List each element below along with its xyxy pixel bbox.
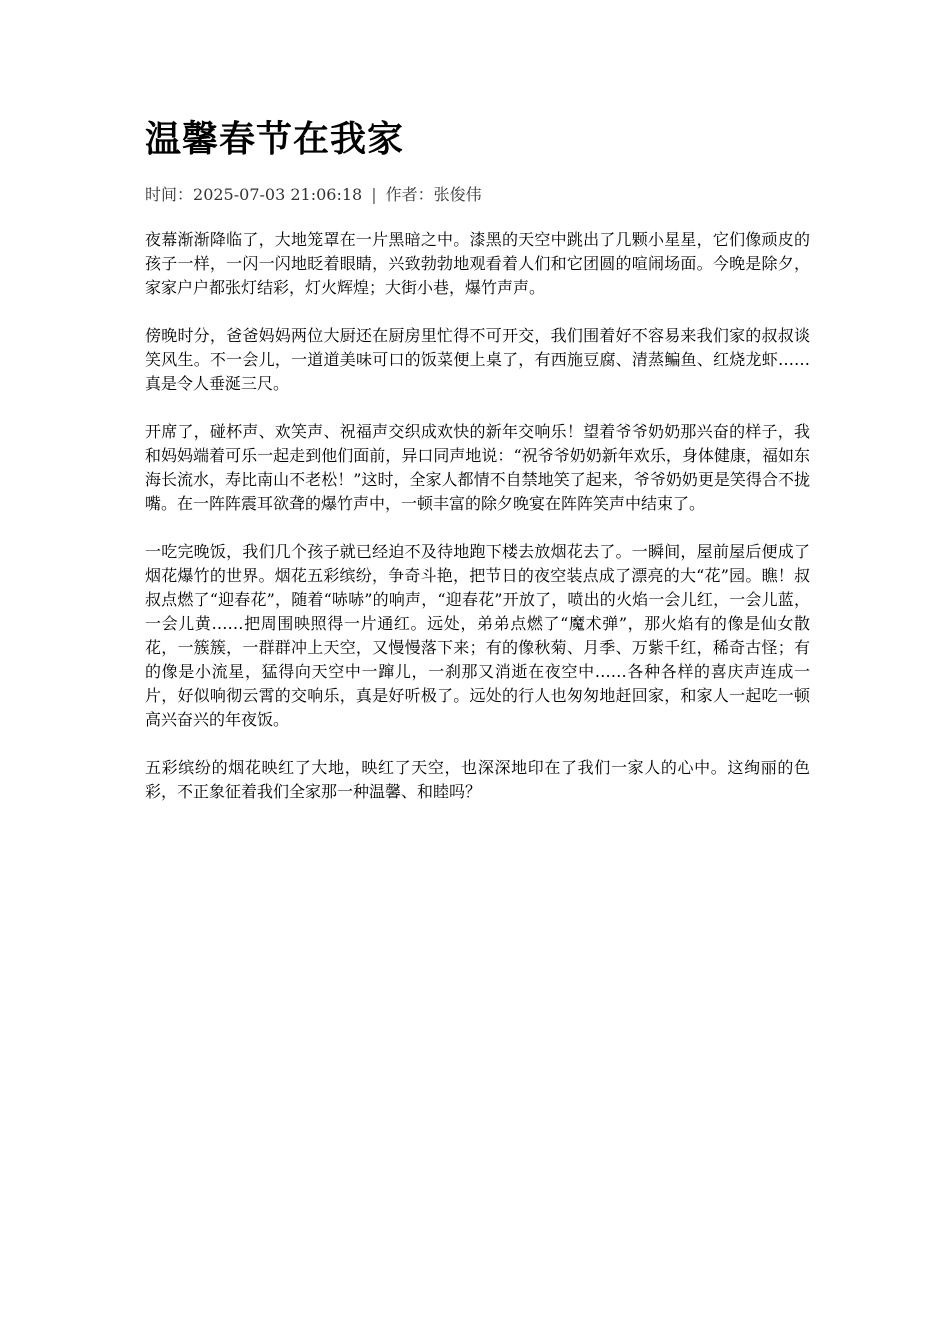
article-meta xyxy=(145,184,810,206)
article-title: 温馨春节在我家 xyxy=(145,119,405,160)
time-label: 时间： xyxy=(145,185,194,204)
paragraph: 开席了，碰杯声、欢笑声、祝福声交织成欢快的新年交响乐！望着爷爷奶奶那兴奋的样子，我和妈妈端着可乐一起走到他们面前，异口同声地说：“祝爷爷奶奶新年欢乐，身体健康，福如东海长流水，寿比南山不老松！”这时，全家人都情不自禁地笑了起来，爷爷奶奶更是笑得合不拢嘴。在一阵阵震耳欲聋的爆竹声中，一顿丰富的除夕晚宴在阵阵笑声中结束了。 xyxy=(145,422,810,513)
author-value: 张俊伟 xyxy=(433,185,482,204)
paragraph: 五彩缤纷的烟花映红了大地，映红了天空，也深深地印在了我们一家人的心中。这绚丽的色彩，不正象征着我们全家那一种温馨、和睦吗？ xyxy=(145,758,810,801)
author-label: 作者： xyxy=(385,185,434,204)
meta-separator: | xyxy=(371,185,377,204)
paragraph: 夜幕渐渐降临了，大地笼罩在一片黑暗之中。漆黑的天空中跳出了几颗小星星，它们像顽皮的孩子一样，一闪一闪地眨着眼睛，兴致勃勃地观看着人们和它团圆的喧闹场面。今晚是除夕，家家户户都张灯结彩，灯火辉煌；大街小巷，爆竹声声。 xyxy=(145,230,810,297)
article-body xyxy=(145,228,810,804)
time-value: 2025-07-03 21:06:18 xyxy=(193,185,363,204)
article xyxy=(145,116,810,828)
paragraph: 傍晚时分，爸爸妈妈两位大厨还在厨房里忙得不可开交，我们围着好不容易来我们家的叔叔谈笑风生。不一会儿，一道道美味可口的饭菜便上桌了，有西施豆腐、清蒸鳊鱼、红烧龙虾……真是令人垂涎三尺。 xyxy=(145,326,810,393)
paragraph: 一吃完晚饭，我们几个孩子就已经迫不及待地跑下楼去放烟花去了。一瞬间，屋前屋后便成了烟花爆竹的世界。烟花五彩缤纷，争奇斗艳，把节日的夜空装点成了漂亮的大“花”园。瞧！叔叔点燃了“迎春花”，随着“哧哧”的响声，“迎春花”开放了，喷出的火焰一会儿红，一会儿蓝，一会儿黄……把周围映照得一片通红。远处，弟弟点燃了“魔术弹”，那火焰有的像是仙女散花，一簇簇，一群群冲上天空，又慢慢落下来；有的像秋菊、月季、万紫千红，稀奇古怪；有的像是小流星，猛得向天空中一蹿儿，一刹那又消逝在夜空中……各种各样的喜庆声连成一片，好似响彻云霄的交响乐，真是好听极了。远处的行人也匆匆地赶回家，和家人一起吃一顿高兴奋兴的年夜饭。 xyxy=(145,542,810,729)
